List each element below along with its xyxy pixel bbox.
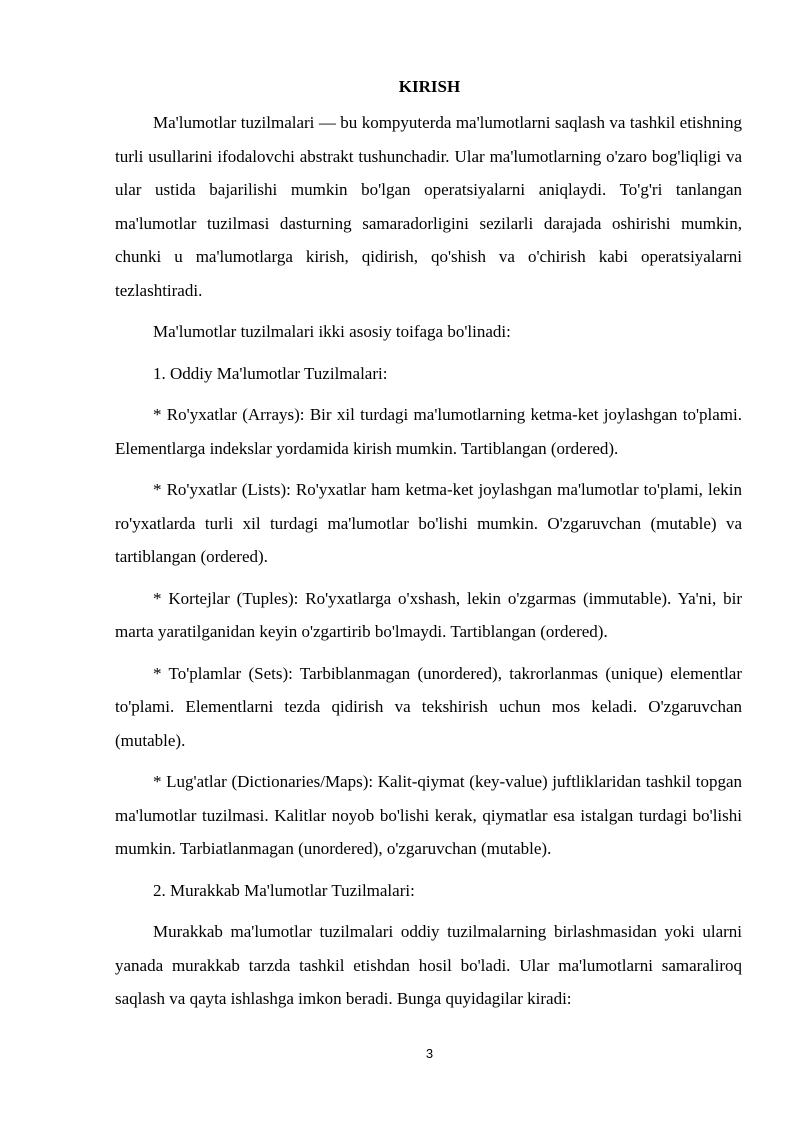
list-item-tuples: * Kortejlar (Tuples): Ro'yxatlarga o'xshash, lekin o'zgarmas (immutable). Ya'ni, bir marta yaratilganidan keyin o'zgartirib bo'lmaydi. Tartiblangan (ordered).	[115, 588, 742, 641]
list-item-arrays: * Ro'yxatlar (Arrays): Bir xil turdagi ma'lumotlarning ketma-ket joylashgan to'plami. Elementlarga indekslar yordamida kirish mumkin. Tartiblangan (ordered).	[115, 405, 742, 458]
section-title: KIRISH	[398, 77, 461, 96]
paragraph-categories: Ma'lumotlar tuzilmalari ikki asosiy toifaga bo'linadi:	[153, 322, 511, 341]
page-number: 3	[425, 1046, 434, 1061]
heading-complex-structures: 2. Murakkab Ma'lumotlar Tuzilmalari:	[153, 880, 415, 900]
paragraph-complex: Murakkab ma'lumotlar tuzilmalari oddiy tuzilmalarning birlashmasidan yoki ularni yanada murakkab tarzda tashkil etishdan hosil bo'ladi. Ular ma'lumotlarni samaraliroq saqlash va qayta ishlashga imkon beradi. Bunga quyidagilar kiradi:	[115, 922, 742, 1008]
paragraph-intro: Ma'lumotlar tuzilmalari — bu kompyuterda ma'lumotlarni saqlash va tashkil etishning turli usullarini ifodalovchi abstrakt tushunchadir. Ular ma'lumotlarning o'zaro bog'liqligi va ular ustida bajarilishi mumkin bo'lgan operatsiyalarni aniqlaydi. To'g'ri tanlangan ma'lumotlar tuzilmasi dasturning samaradorligini sezilarli darajada oshirishi mumkin, chunki u ma'lumotlarga kirish, qidirish, qo'shish va o'chirish kabi operatsiyalarni tezlashtiradi.	[115, 113, 742, 300]
list-item-sets: * To'plamlar (Sets): Tarbiblanmagan (unordered), takrorlanmas (unique) elementlar to'plami. Elementlarni tezda qidirish va tekshirish uchun mos keladi. O'zgaruvchan (mutable).	[115, 663, 742, 750]
heading-simple-structures: 1. Oddiy Ma'lumotlar Tuzilmalari:	[153, 363, 388, 383]
list-item-lists: * Ro'yxatlar (Lists): Ro'yxatlar ham ketma-ket joylashgan ma'lumotlar to'plami, lekin ro'yxatlarda turli xil turdagi ma'lumotlar bo'lishi mumkin. O'zgaruvchan (mutable) va tartiblangan (ordered).	[115, 480, 742, 566]
list-item-dictionaries: * Lug'atlar (Dictionaries/Maps): Kalit-qiymat (key-value) juftliklaridan tashkil topgan ma'lumotlar tuzilmasi. Kalitlar noyob bo'lishi kerak, qiymatlar esa istalgan turdagi bo'lishi mumkin. Tarbiatlanmagan (unordered), o'zgaruvchan (mutable).	[115, 772, 742, 858]
body-text	[115, 106, 742, 1024]
